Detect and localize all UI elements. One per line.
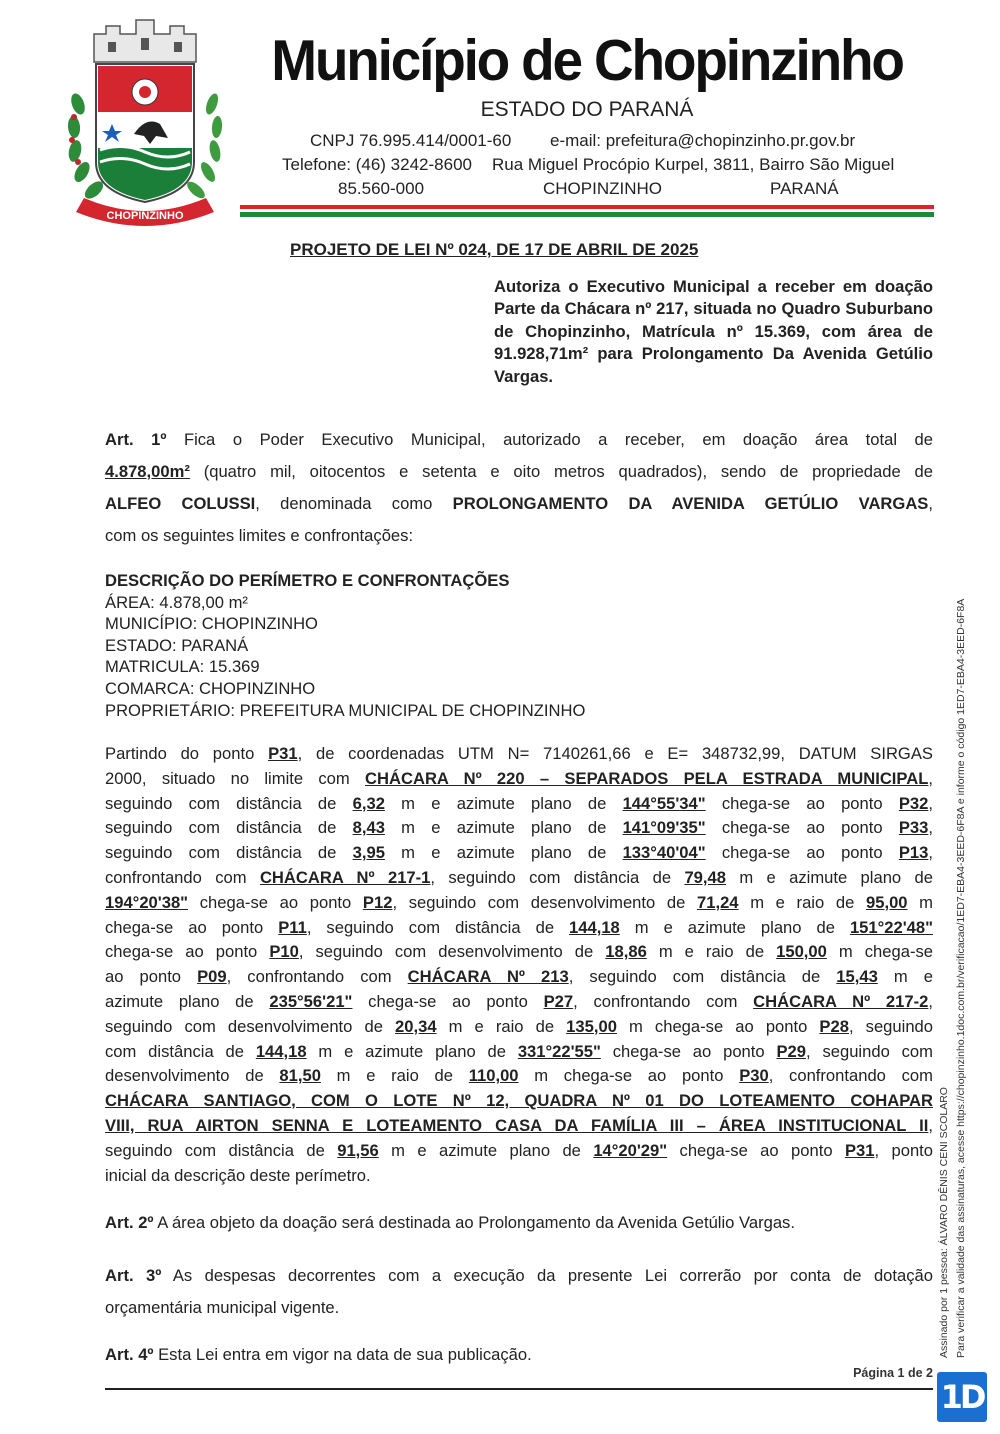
donation-area: 4.878,00m² (105, 462, 190, 481)
highlighted-value: 133°40'04" (622, 843, 706, 863)
perimeter-line: PROPRIETÁRIO: PREFEITURA MUNICIPAL DE CHOPINZINHO (105, 700, 586, 720)
highlighted-value: 135,00 (566, 1016, 617, 1036)
description-text: chega-se ao ponto (705, 843, 899, 863)
page-number: Página 1 de 2 (853, 1366, 933, 1380)
description-line (105, 916, 933, 941)
article-4 (105, 1342, 933, 1367)
highlighted-value: VIII, RUA AIRTON SENNA E LOTEAMENTO CASA DA FAMÍLIA III – ÁREA INSTITUCIONAL II (105, 1115, 929, 1135)
highlighted-value: 6,32 (352, 793, 385, 813)
highlighted-value: 150,00 (776, 942, 827, 962)
highlighted-value: 331°22'55" (517, 1041, 601, 1061)
highlighted-value: 18,86 (605, 942, 647, 962)
highlighted-value: 235°56'21" (269, 991, 353, 1011)
highlighted-value: P31 (268, 744, 298, 763)
description-line (105, 940, 933, 965)
highlighted-value: CHÁCARA Nº 217-2 (753, 991, 929, 1011)
description-line (105, 866, 933, 891)
description-text: 2000, situado no limite com (105, 768, 366, 788)
phone: Telefone: (46) 3242-8600 (282, 155, 472, 174)
highlighted-value: 144,18 (569, 917, 620, 937)
highlighted-value: 81,50 (279, 1066, 321, 1086)
description-text: m e azimute plano de (725, 867, 933, 887)
description-text: m e azimute plano de (378, 1140, 594, 1160)
highlighted-value: P12 (362, 892, 393, 912)
article-1-text: Fica o Poder Executivo Municipal, autorizado a receber, em doação área total de (183, 430, 933, 449)
highlighted-value: 91,56 (337, 1140, 379, 1160)
description-text: m (907, 892, 934, 912)
municipality-title: Município de Chopinzinho (271, 27, 903, 93)
highlighted-value: 151°22'48" (849, 917, 933, 937)
description-text: chega-se ao ponto (105, 942, 270, 962)
description-text: m e raio de (738, 892, 866, 912)
description-text: chega-se ao ponto (600, 1041, 777, 1061)
description-line (105, 742, 933, 767)
description-text: desenvolvimento de (105, 1066, 280, 1086)
article-3-text: As despesas decorrentes com a execução da presente Lei correrão por conta de dotação (172, 1266, 933, 1285)
description-text: ao ponto (105, 967, 198, 987)
article-2-label: Art. 2º (105, 1213, 154, 1232)
description-line (105, 990, 933, 1015)
highlighted-value: CHÁCARA Nº 217-1 (259, 867, 431, 887)
perimeter-line: ÁREA: 4.878,00 m² (105, 592, 248, 612)
highlighted-value: P27 (543, 991, 574, 1011)
signature-verification: Para verificar a validade das assinaturas, acesse https://chopinzinho.1doc.com.br/verificacao/1ED7-EBA4-3EED-6F8A e informe o código 1ED7-EBA4-3EED-6F8A (955, 598, 967, 1358)
highlighted-value: 194°20'38" (105, 892, 189, 912)
state-label: ESTADO DO PARANÁ (480, 98, 694, 121)
perimeter-heading: DESCRIÇÃO DO PERÍMETRO E CONFRONTAÇÕES (105, 571, 510, 590)
description-line (105, 1114, 933, 1139)
highlighted-value: P13 (898, 843, 929, 863)
1doc-badge-icon[interactable]: 1D (937, 1372, 987, 1422)
crest-ribbon-text: CHOPINZINHO (106, 210, 184, 222)
highlighted-value: P29 (776, 1041, 806, 1061)
article-3-label: Art. 3º (105, 1266, 162, 1285)
description-text: , confrontando com (768, 1066, 933, 1086)
description-text: , seguindo com distância de (568, 967, 837, 987)
highlighted-value: P28 (819, 1016, 849, 1036)
article-1-text: (quatro mil, oitocentos e setenta e oito metros quadrados), sendo de propriedade de (203, 462, 933, 481)
description-text: seguindo com distância de (105, 843, 353, 863)
description-text: com distância de (105, 1041, 256, 1061)
description-text: , (928, 1115, 933, 1135)
description-text: seguindo com distância de (105, 793, 353, 813)
description-text: , (928, 843, 934, 863)
description-line (105, 816, 933, 841)
highlighted-value: 8,43 (352, 818, 385, 838)
description-text: m e raio de (646, 942, 777, 962)
description-line (105, 792, 933, 817)
article-1-text: , (928, 494, 933, 513)
description-text: , seguindo (848, 1016, 934, 1036)
avenue-name: PROLONGAMENTO DA AVENIDA GETÚLIO VARGAS (452, 494, 929, 513)
highlighted-value: CHÁCARA Nº 213 (407, 967, 569, 987)
email: e-mail: prefeitura@chopinzinho.pr.gov.br (550, 131, 856, 150)
description-text: , seguindo com desenvolvimento de (392, 892, 698, 912)
description-text: chega-se ao ponto (188, 892, 363, 912)
description-text: , (928, 768, 933, 788)
highlighted-value: P09 (197, 967, 227, 987)
highlighted-value: P32 (898, 793, 929, 813)
article-2 (105, 1210, 933, 1235)
highlighted-value: P10 (269, 942, 299, 962)
description-line (105, 841, 933, 866)
highlighted-value: 95,00 (866, 892, 908, 912)
perimeter-line: MATRICULA: 15.369 (105, 657, 260, 677)
uf: PARANÁ (770, 179, 839, 198)
owner-name: ALFEO COLUSSI (105, 494, 256, 513)
description-text: Partindo do ponto (105, 744, 269, 763)
description-text: seguindo com distância de (105, 1140, 338, 1160)
highlighted-value: 3,95 (352, 843, 385, 863)
description-text: m e azimute plano de (384, 793, 623, 813)
highlighted-value: CHÁCARA Nº 220 – SEPARADOS PELA ESTRADA MUNICIPAL (365, 768, 929, 788)
highlighted-value: P33 (898, 818, 929, 838)
description-text: , seguindo com distância de (306, 917, 570, 937)
perimeter-line: ESTADO: PARANÁ (105, 635, 249, 655)
article-1-text: com os seguintes limites e confrontações: (105, 526, 414, 545)
highlighted-value: 144°55'34" (622, 793, 706, 813)
description-text: , (928, 818, 934, 838)
highlighted-value: 110,00 (468, 1066, 519, 1086)
article-3-text: orçamentária municipal vigente. (105, 1298, 340, 1317)
description-text: m e azimute plano de (619, 917, 850, 937)
description-text: chega-se ao ponto (352, 991, 544, 1011)
perimeter-block (105, 570, 705, 721)
highlighted-value: 79,48 (684, 867, 726, 887)
description-text: m e raio de (320, 1066, 469, 1086)
description-line (105, 1040, 933, 1065)
description-text: , (928, 793, 934, 813)
cep: 85.560-000 (338, 179, 425, 198)
description-text: m chega-se (826, 942, 934, 962)
highlighted-value: 20,34 (395, 1016, 437, 1036)
highlighted-value: CHÁCARA SANTIAGO, COM O LOTE Nº 12, QUADRA Nº 01 DO LOTEAMENTO COHAPAR (105, 1091, 933, 1111)
signature-signer: Assinado por 1 pessoa: ÁLVARO DÊNIS CENI SCOLARO (938, 1087, 950, 1358)
description-text: chega-se ao ponto (105, 917, 279, 937)
description-text: , seguindo com (806, 1041, 933, 1061)
description-line (105, 1064, 933, 1089)
description-text: seguindo com desenvolvimento de (105, 1016, 396, 1036)
highlighted-value: 14°20'29" (593, 1140, 668, 1160)
description-text: m chega-se ao ponto (518, 1066, 740, 1086)
description-line (105, 965, 933, 990)
description-text: seguindo com distância de (105, 818, 353, 838)
description-line (105, 1089, 933, 1114)
description-text: chega-se ao ponto (705, 818, 899, 838)
perimeter-description (105, 742, 933, 1188)
description-text: , seguindo com distância de (430, 867, 685, 887)
description-line (105, 767, 933, 792)
description-text: m e raio de (436, 1016, 567, 1036)
article-1-text: , denominada como (255, 494, 433, 513)
highlighted-value: 71,24 (697, 892, 739, 912)
description-text: chega-se ao ponto (705, 793, 899, 813)
description-text: , de coordenadas UTM N= 7140261,66 e E= 348732,99, DATUM SIRGAS (297, 744, 933, 763)
description-text: azimute plano de (105, 991, 270, 1011)
highlighted-value: 144,18 (255, 1041, 307, 1061)
highlighted-value: 15,43 (836, 967, 878, 987)
description-text: , confrontando com (573, 991, 754, 1011)
highlighted-value: 141°09'35" (622, 818, 706, 838)
description-text: , (928, 991, 933, 1011)
header-color-stripe (240, 205, 934, 217)
article-1-label: Art. 1º (105, 430, 167, 449)
description-text: inicial da descrição deste perímetro. (105, 1165, 371, 1185)
description-line (105, 1015, 933, 1040)
article-3 (105, 1260, 933, 1324)
description-text: , confrontando com (226, 967, 408, 987)
description-text: m e azimute plano de (306, 1041, 518, 1061)
description-text: m chega-se ao ponto (616, 1016, 820, 1036)
highlighted-value: P11 (278, 917, 307, 937)
highlighted-value: P31 (844, 1140, 875, 1160)
description-line (105, 1139, 933, 1164)
article-4-text: Esta Lei entra em vigor na data de sua publicação. (158, 1345, 532, 1364)
description-text: , seguindo com desenvolvimento de (298, 942, 606, 962)
bill-title: PROJETO DE LEI Nº 024, DE 17 DE ABRIL DE 2025 (290, 240, 699, 259)
description-text: confrontando com (105, 867, 260, 887)
description-text: , ponto (874, 1140, 934, 1160)
description-text: m e azimute plano de (384, 843, 623, 863)
highlighted-value: P30 (739, 1066, 769, 1086)
article-1 (105, 424, 933, 552)
address: Rua Miguel Procópio Kurpel, 3811, Bairro São Miguel (492, 155, 895, 174)
article-4-label: Art. 4º (105, 1345, 154, 1364)
article-2-text: A área objeto da doação será destinada ao Prolongamento da Avenida Getúlio Vargas. (157, 1213, 795, 1232)
description-line (105, 1164, 933, 1189)
description-text: m e (877, 967, 933, 987)
description-line (105, 891, 933, 916)
description-text: chega-se ao ponto (667, 1140, 845, 1160)
cnpj: CNPJ 76.995.414/0001-60 (310, 131, 512, 150)
bill-summary: Autoriza o Executivo Municipal a receber em doação Parte da Chácara nº 217, situada no Quadro Suburbano de Chopinzinho, Matrícula nº 15.369, com área de 91.928,71m² para Prolongamento Da Avenida Getúlio Vargas. (494, 277, 933, 386)
perimeter-line: COMARCA: CHOPINZINHO (105, 678, 316, 698)
footer-divider (105, 1388, 933, 1390)
city: CHOPINZINHO (543, 179, 662, 198)
municipal-crest-logo (64, 12, 226, 230)
description-text: m e azimute plano de (384, 818, 623, 838)
perimeter-line: MUNICÍPIO: CHOPINZINHO (105, 614, 318, 634)
